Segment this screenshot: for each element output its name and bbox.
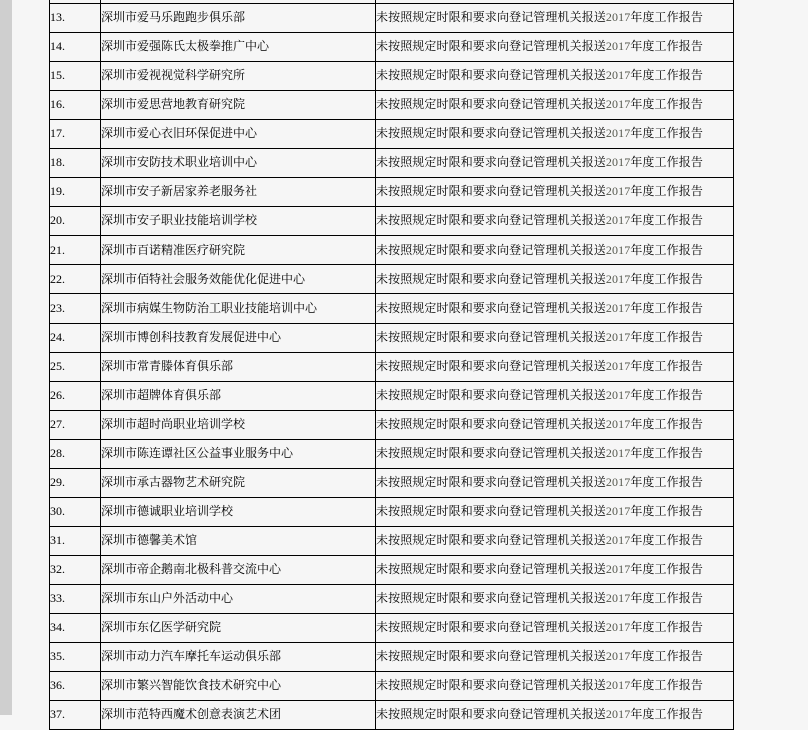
row-number-cell: 14. — [50, 33, 101, 62]
year-text: 2017 — [605, 126, 631, 141]
year-text: 2017 — [605, 271, 631, 286]
violation-reason-cell: 未按照规定时限和要求向登记管理机关报送2017年度工作报告 — [376, 439, 734, 468]
org-name-cell: 深圳市佰特社会服务效能优化促进中心 — [101, 265, 376, 294]
table-row — [50, 410, 734, 439]
violation-reason-cell: 未按照规定时限和要求向登记管理机关报送2017年度工作报告 — [376, 613, 734, 642]
violation-reason-cell: 未按照规定时限和要求向登记管理机关报送2017年度工作报告 — [376, 323, 734, 352]
violation-reason-cell: 未按照规定时限和要求向登记管理机关报送2017年度工作报告 — [376, 497, 734, 526]
row-number-cell: 20. — [50, 207, 101, 236]
table-row — [50, 236, 734, 265]
year-text: 2017 — [605, 620, 631, 635]
violation-reason-cell: 未按照规定时限和要求向登记管理机关报送2017年度工作报告 — [376, 33, 734, 62]
table-row — [50, 178, 734, 207]
violation-reason-cell: 未按照规定时限和要求向登记管理机关报送2017年度工作报告 — [376, 265, 734, 294]
violation-reason-cell: 未按照规定时限和要求向登记管理机关报送2017年度工作报告 — [376, 643, 734, 672]
table-row — [50, 207, 734, 236]
row-number-cell: 15. — [50, 62, 101, 91]
table-row — [50, 555, 734, 584]
row-number-cell: 37. — [50, 701, 101, 730]
violation-reason-cell: 未按照规定时限和要求向登记管理机关报送2017年度工作报告 — [376, 178, 734, 207]
violation-reason-cell: 未按照规定时限和要求向登记管理机关报送2017年度工作报告 — [376, 149, 734, 178]
table-row — [50, 613, 734, 642]
table-row — [50, 584, 734, 613]
table-row — [50, 468, 734, 497]
row-number-cell: 18. — [50, 149, 101, 178]
table-row — [50, 33, 734, 62]
row-number-cell: 32. — [50, 555, 101, 584]
row-number-cell: 35. — [50, 643, 101, 672]
row-number-cell: 27. — [50, 410, 101, 439]
year-text: 2017 — [605, 213, 631, 228]
row-number-cell: 16. — [50, 91, 101, 120]
org-name-cell: 深圳市博创科技教育发展促进中心 — [101, 323, 376, 352]
org-name-cell: 深圳市爱马乐跑跑步俱乐部 — [101, 4, 376, 33]
row-number-cell: 36. — [50, 672, 101, 701]
table-row — [50, 62, 734, 91]
org-name-cell: 深圳市繁兴智能饮食技术研究中心 — [101, 672, 376, 701]
year-text: 2017 — [605, 503, 631, 518]
violation-reason-cell: 未按照规定时限和要求向登记管理机关报送2017年度工作报告 — [376, 410, 734, 439]
org-name-cell: 深圳市安防技术职业培训中心 — [101, 149, 376, 178]
row-number-cell: 25. — [50, 352, 101, 381]
table-row — [50, 643, 734, 672]
row-number-cell: 23. — [50, 294, 101, 323]
row-number-cell: 22. — [50, 265, 101, 294]
year-text: 2017 — [605, 532, 631, 547]
violation-reason-cell: 未按照规定时限和要求向登记管理机关报送2017年度工作报告 — [376, 468, 734, 497]
org-name-cell: 深圳市百诺精准医疗研究院 — [101, 236, 376, 265]
year-text: 2017 — [605, 97, 631, 112]
org-name-cell: 深圳市承古器物艺术研究院 — [101, 468, 376, 497]
violation-reason-cell: 未按照规定时限和要求向登记管理机关报送2017年度工作报告 — [376, 4, 734, 33]
org-name-cell: 深圳市超时尚职业培训学校 — [101, 410, 376, 439]
violation-reason-cell: 未按照规定时限和要求向登记管理机关报送2017年度工作报告 — [376, 526, 734, 555]
table-row — [50, 294, 734, 323]
page-left-margin-strip — [0, 0, 12, 715]
violation-reason-cell: 未按照规定时限和要求向登记管理机关报送2017年度工作报告 — [376, 381, 734, 410]
year-text: 2017 — [605, 474, 631, 489]
org-name-cell: 深圳市超牌体育俱乐部 — [101, 381, 376, 410]
violation-reason-cell: 未按照规定时限和要求向登记管理机关报送2017年度工作报告 — [376, 236, 734, 265]
year-text: 2017 — [605, 10, 631, 25]
org-name-cell: 深圳市东山户外活动中心 — [101, 584, 376, 613]
row-number-cell: 29. — [50, 468, 101, 497]
org-name-cell: 深圳市帝企鹅南北极科普交流中心 — [101, 555, 376, 584]
org-name-cell: 深圳市东亿医学研究院 — [101, 613, 376, 642]
year-text: 2017 — [605, 329, 631, 344]
year-text: 2017 — [605, 242, 631, 257]
year-text: 2017 — [605, 562, 631, 577]
table-row — [50, 352, 734, 381]
year-text: 2017 — [605, 184, 631, 199]
table-row — [50, 120, 734, 149]
annual-report-violation-table — [49, 0, 734, 730]
year-text: 2017 — [605, 68, 631, 83]
table-row — [50, 323, 734, 352]
org-name-cell: 深圳市爱强陈氏太极拳推广中心 — [101, 33, 376, 62]
org-name-cell: 深圳市爱视视觉科学研究所 — [101, 62, 376, 91]
table-row — [50, 526, 734, 555]
violation-reason-cell: 未按照规定时限和要求向登记管理机关报送2017年度工作报告 — [376, 91, 734, 120]
row-number-cell: 19. — [50, 178, 101, 207]
table-row — [50, 91, 734, 120]
violation-reason-cell: 未按照规定时限和要求向登记管理机关报送2017年度工作报告 — [376, 62, 734, 91]
year-text: 2017 — [605, 300, 631, 315]
year-text: 2017 — [605, 39, 631, 54]
table-row — [50, 672, 734, 701]
org-name-cell: 深圳市德诚职业培训学校 — [101, 497, 376, 526]
year-text: 2017 — [605, 358, 631, 373]
year-text: 2017 — [605, 445, 631, 460]
report-table-body — [50, 0, 734, 730]
row-number-cell: 21. — [50, 236, 101, 265]
org-name-cell: 深圳市范特西魔术创意表演艺术团 — [101, 701, 376, 730]
org-name-cell: 深圳市陈连谭社区公益事业服务中心 — [101, 439, 376, 468]
org-name-cell: 深圳市动力汽车摩托车运动俱乐部 — [101, 643, 376, 672]
table-row — [50, 701, 734, 730]
year-text: 2017 — [605, 678, 631, 693]
table-row — [50, 149, 734, 178]
row-number-cell: 28. — [50, 439, 101, 468]
violation-reason-cell: 未按照规定时限和要求向登记管理机关报送2017年度工作报告 — [376, 294, 734, 323]
violation-reason-cell: 未按照规定时限和要求向登记管理机关报送2017年度工作报告 — [376, 352, 734, 381]
org-name-cell: 深圳市爱思营地教育研究院 — [101, 91, 376, 120]
year-text: 2017 — [605, 155, 631, 170]
org-name-cell: 深圳市病媒生物防治工职业技能培训中心 — [101, 294, 376, 323]
row-number-cell: 13. — [50, 4, 101, 33]
org-name-cell: 深圳市爱心衣旧环保促进中心 — [101, 120, 376, 149]
row-number-cell: 34. — [50, 613, 101, 642]
year-text: 2017 — [605, 591, 631, 606]
org-name-cell: 深圳市安子职业技能培训学校 — [101, 207, 376, 236]
violation-reason-cell: 未按照规定时限和要求向登记管理机关报送2017年度工作报告 — [376, 672, 734, 701]
row-number-cell: 26. — [50, 381, 101, 410]
table-row — [50, 497, 734, 526]
table-row — [50, 381, 734, 410]
org-name-cell: 深圳市安子新居家养老服务社 — [101, 178, 376, 207]
year-text: 2017 — [605, 387, 631, 402]
violation-reason-cell: 未按照规定时限和要求向登记管理机关报送2017年度工作报告 — [376, 120, 734, 149]
table-row — [50, 439, 734, 468]
table-row — [50, 4, 734, 33]
row-number-cell: 30. — [50, 497, 101, 526]
year-text: 2017 — [605, 649, 631, 664]
row-number-cell: 33. — [50, 584, 101, 613]
annual-report-violation-table-wrap — [49, 0, 734, 730]
row-number-cell: 31. — [50, 526, 101, 555]
org-name-cell: 深圳市德馨美术馆 — [101, 526, 376, 555]
row-number-cell: 24. — [50, 323, 101, 352]
violation-reason-cell: 未按照规定时限和要求向登记管理机关报送2017年度工作报告 — [376, 701, 734, 730]
violation-reason-cell: 未按照规定时限和要求向登记管理机关报送2017年度工作报告 — [376, 584, 734, 613]
row-number-cell: 17. — [50, 120, 101, 149]
org-name-cell: 深圳市常青滕体育俱乐部 — [101, 352, 376, 381]
table-row — [50, 265, 734, 294]
year-text: 2017 — [605, 707, 631, 722]
year-text: 2017 — [605, 416, 631, 431]
violation-reason-cell: 未按照规定时限和要求向登记管理机关报送2017年度工作报告 — [376, 207, 734, 236]
violation-reason-cell: 未按照规定时限和要求向登记管理机关报送2017年度工作报告 — [376, 555, 734, 584]
